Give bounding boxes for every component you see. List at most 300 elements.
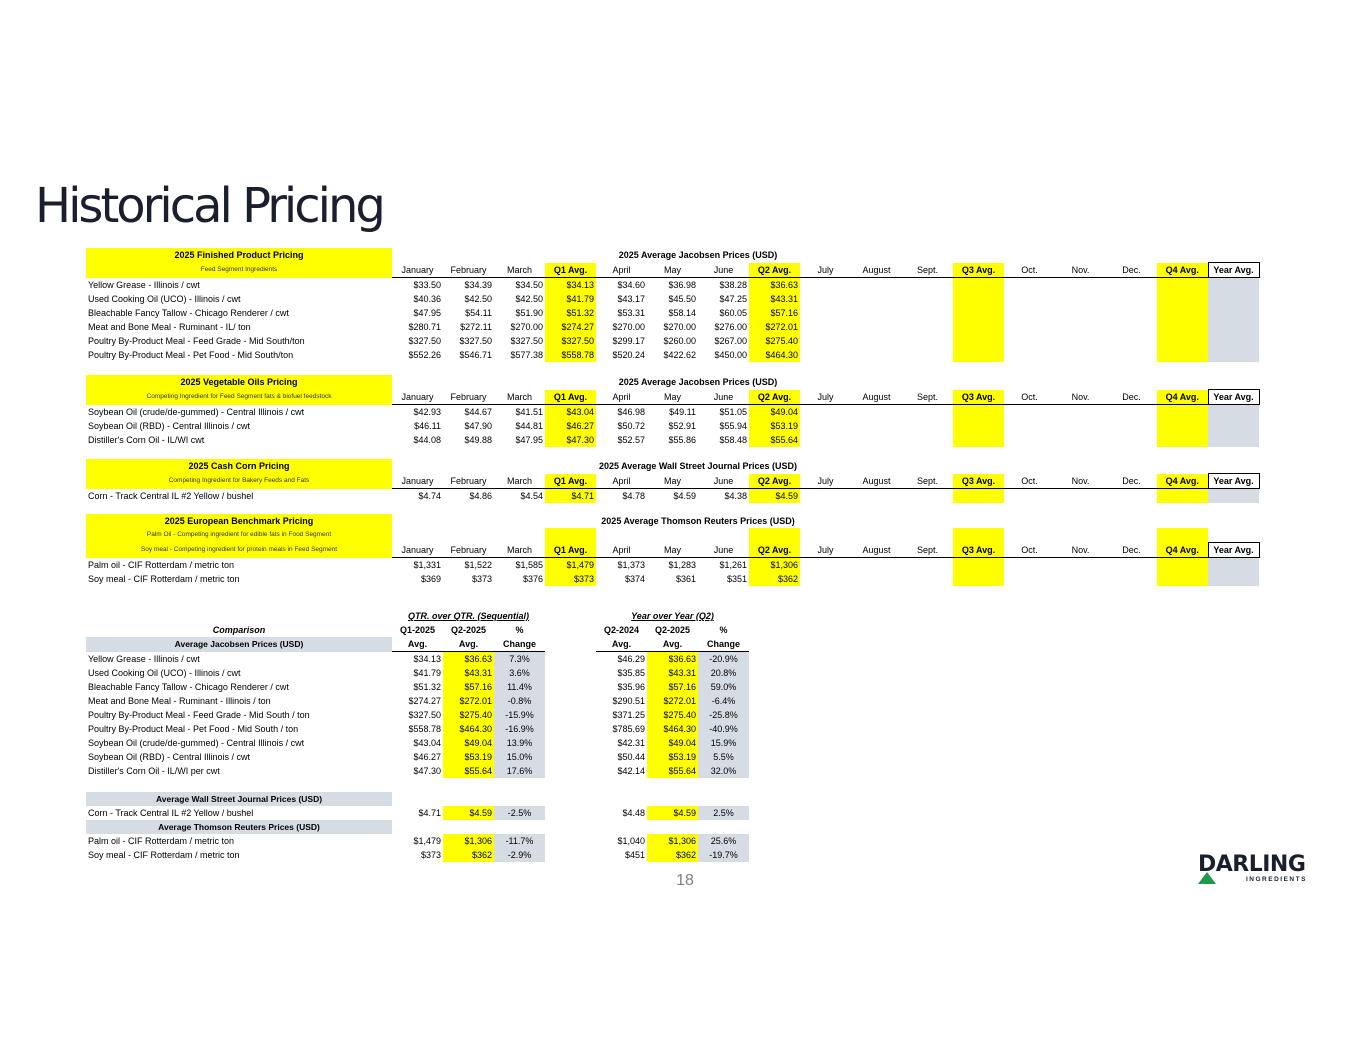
price-cell: $4.59 bbox=[673, 491, 696, 501]
qoq-cell: $57.16 bbox=[443, 680, 494, 694]
empty-cell bbox=[1208, 489, 1259, 504]
empty-cell bbox=[800, 334, 851, 348]
column-header: Q2 Avg. bbox=[749, 263, 800, 278]
column-header: Q1 Avg. bbox=[545, 390, 596, 405]
price-cell: $373 bbox=[471, 574, 492, 584]
price-cell: $49.04 bbox=[749, 405, 800, 420]
yoy-cell: $50.44 bbox=[617, 752, 645, 762]
yoy-cell: 5.5% bbox=[698, 750, 749, 764]
qoq-cell: $4.59 bbox=[443, 806, 494, 820]
empty-cell bbox=[953, 405, 1004, 420]
empty-cell bbox=[1055, 292, 1106, 306]
section-source: 2025 Average Wall Street Journal Prices (USD) bbox=[598, 461, 798, 472]
price-cell: $42.50 bbox=[515, 294, 543, 304]
price-cell: $34.50 bbox=[515, 280, 543, 290]
empty-cell bbox=[1055, 419, 1106, 433]
section-subtitle: Palm Oil - Competing ingredient for edible fats in Food Segment bbox=[86, 528, 392, 543]
table-row bbox=[86, 736, 749, 750]
column-header: Nov. bbox=[1055, 543, 1106, 558]
price-cell: $34.13 bbox=[545, 278, 596, 293]
comparison-title: Comparison bbox=[212, 625, 266, 635]
empty-cell bbox=[902, 558, 953, 573]
yoy-cell: $42.31 bbox=[617, 738, 645, 748]
yoy-cell: 20.8% bbox=[698, 666, 749, 680]
price-cell: $60.05 bbox=[719, 308, 747, 318]
price-cell: $47.25 bbox=[719, 294, 747, 304]
empty-cell bbox=[1106, 306, 1157, 320]
price-cell: $49.11 bbox=[669, 407, 696, 417]
column-header: Year Avg. bbox=[1208, 543, 1259, 558]
price-cell: $280.71 bbox=[408, 322, 441, 332]
yoy-cell: $4.59 bbox=[647, 806, 698, 820]
empty-cell bbox=[1106, 405, 1157, 420]
yoy-cell: $55.64 bbox=[647, 764, 698, 778]
price-cell: $275.40 bbox=[749, 334, 800, 348]
empty-cell bbox=[1208, 306, 1259, 320]
column-header: Q1-2025 bbox=[399, 625, 436, 635]
price-cell: $327.50 bbox=[545, 334, 596, 348]
empty-cell bbox=[1106, 348, 1157, 362]
empty-cell bbox=[1055, 278, 1106, 293]
column-header: Q4 Avg. bbox=[1157, 263, 1208, 278]
row-label: Palm oil - CIF Rotterdam / metric ton bbox=[88, 559, 235, 570]
row-label: Soybean Oil (crude/de-gummed) - Central Illinois / cwt bbox=[88, 738, 305, 748]
column-header: August bbox=[851, 474, 902, 489]
row-label: Palm oil - CIF Rotterdam / metric ton bbox=[88, 836, 235, 846]
price-cell: $1,283 bbox=[668, 560, 696, 570]
column-header: July bbox=[800, 474, 851, 489]
column-header: Oct. bbox=[1004, 390, 1055, 405]
price-cell: $546.71 bbox=[459, 350, 492, 360]
column-header: Oct. bbox=[1004, 474, 1055, 489]
column-header: August bbox=[851, 543, 902, 558]
price-cell: $1,522 bbox=[464, 560, 492, 570]
price-cell: $270.00 bbox=[510, 322, 543, 332]
column-header: Year Avg. bbox=[1208, 474, 1259, 489]
empty-cell bbox=[851, 405, 902, 420]
table-row bbox=[86, 306, 1259, 320]
qoq-cell: $34.13 bbox=[413, 654, 441, 664]
qoq-cell: $373 bbox=[420, 850, 441, 860]
price-cell: $4.71 bbox=[545, 489, 596, 504]
price-cell: $4.38 bbox=[724, 491, 747, 501]
price-cell: $260.00 bbox=[663, 336, 696, 346]
qoq-cell: $55.64 bbox=[443, 764, 494, 778]
empty-cell bbox=[953, 334, 1004, 348]
empty-cell bbox=[1106, 292, 1157, 306]
price-cell: $272.01 bbox=[749, 320, 800, 334]
empty-cell bbox=[1208, 292, 1259, 306]
table-row bbox=[86, 666, 749, 680]
empty-cell bbox=[800, 433, 851, 447]
qoq-cell: $272.01 bbox=[443, 694, 494, 708]
column-header: March bbox=[494, 390, 545, 405]
empty-cell bbox=[953, 572, 1004, 586]
qoq-cell: $51.32 bbox=[413, 682, 441, 692]
empty-cell bbox=[1055, 489, 1106, 504]
price-cell: $49.88 bbox=[464, 435, 492, 445]
table-row bbox=[86, 572, 1259, 586]
column-header: July bbox=[800, 543, 851, 558]
price-cell: $327.50 bbox=[408, 336, 441, 346]
yoy-cell: $464.30 bbox=[647, 722, 698, 736]
qoq-cell: $464.30 bbox=[443, 722, 494, 736]
empty-cell bbox=[1157, 405, 1208, 420]
column-header: Q3 Avg. bbox=[953, 543, 1004, 558]
yoy-cell: $362 bbox=[647, 848, 698, 862]
empty-cell bbox=[902, 572, 953, 586]
price-cell: $34.39 bbox=[464, 280, 492, 290]
empty-cell bbox=[902, 405, 953, 420]
column-header: April bbox=[596, 543, 647, 558]
empty-cell bbox=[1004, 278, 1055, 293]
column-header: Nov. bbox=[1055, 263, 1106, 278]
row-label: Distiller's Corn Oil - IL/WI cwt bbox=[88, 435, 205, 445]
comparison-table bbox=[86, 609, 749, 862]
price-cell: $274.27 bbox=[545, 320, 596, 334]
column-header: May bbox=[647, 390, 698, 405]
price-cell: $55.64 bbox=[749, 433, 800, 447]
price-cell: $42.50 bbox=[464, 294, 492, 304]
row-label: Poultry By-Product Meal - Pet Food - Mid South / ton bbox=[88, 724, 299, 734]
price-cell: $53.19 bbox=[749, 419, 800, 433]
qoq-cell: 15.0% bbox=[494, 750, 545, 764]
price-cell: $51.32 bbox=[545, 306, 596, 320]
empty-cell bbox=[1157, 306, 1208, 320]
empty-cell bbox=[1208, 278, 1259, 293]
price-cell: $47.90 bbox=[464, 421, 492, 431]
row-label: Corn - Track Central IL #2 Yellow / bushel bbox=[88, 490, 254, 501]
column-header: Q2 Avg. bbox=[749, 390, 800, 405]
column-header: March bbox=[494, 543, 545, 558]
qoq-cell: $53.19 bbox=[443, 750, 494, 764]
section-title: 2025 European Benchmark Pricing bbox=[86, 514, 392, 528]
qoq-cell: $1,306 bbox=[443, 834, 494, 848]
column-header: Q3 Avg. bbox=[953, 263, 1004, 278]
price-cell: $55.94 bbox=[719, 421, 747, 431]
column-header: Dec. bbox=[1106, 474, 1157, 489]
qoq-cell: -11.7% bbox=[494, 834, 545, 848]
price-cell: $1,585 bbox=[515, 560, 543, 570]
price-cell: $47.95 bbox=[413, 308, 441, 318]
column-header: Q4 Avg. bbox=[1157, 543, 1208, 558]
price-cell: $4.74 bbox=[418, 491, 441, 501]
empty-cell bbox=[1208, 572, 1259, 586]
empty-cell bbox=[1004, 433, 1055, 447]
empty-cell bbox=[1004, 306, 1055, 320]
empty-cell bbox=[800, 558, 851, 573]
yoy-cell: $46.29 bbox=[617, 654, 645, 664]
row-label: Yellow Grease - Illinois / cwt bbox=[88, 653, 200, 664]
empty-cell bbox=[953, 558, 1004, 573]
empty-cell bbox=[1157, 278, 1208, 293]
logo-subtitle: INGREDIENTS bbox=[1246, 876, 1307, 883]
qoq-cell: $1,479 bbox=[413, 836, 441, 846]
qoq-cell: $274.27 bbox=[408, 696, 441, 706]
column-subheader: Change bbox=[494, 637, 545, 652]
empty-cell bbox=[902, 489, 953, 504]
column-header: Q3 Avg. bbox=[953, 474, 1004, 489]
empty-cell bbox=[851, 320, 902, 334]
table-row bbox=[86, 405, 1259, 420]
yoy-cell: $53.19 bbox=[647, 750, 698, 764]
qoq-cell: $43.31 bbox=[443, 666, 494, 680]
price-cell: $558.78 bbox=[545, 348, 596, 362]
qoq-cell: 3.6% bbox=[494, 666, 545, 680]
price-cell: $47.95 bbox=[515, 435, 543, 445]
qoq-cell: -16.9% bbox=[494, 722, 545, 736]
price-cell: $520.24 bbox=[612, 350, 645, 360]
yoy-cell: 15.9% bbox=[698, 736, 749, 750]
empty-cell bbox=[902, 433, 953, 447]
qoq-cell: $49.04 bbox=[443, 736, 494, 750]
pricing-table bbox=[86, 514, 1260, 586]
column-header: Year Avg. bbox=[1208, 390, 1259, 405]
yoy-cell: $43.31 bbox=[647, 666, 698, 680]
column-header: Year Avg. bbox=[1208, 263, 1259, 278]
row-label: Soybean Oil (crude/de-gummed) - Central Illinois / cwt bbox=[88, 406, 305, 417]
column-header: Oct. bbox=[1004, 543, 1055, 558]
table-row bbox=[86, 722, 749, 736]
column-header: Nov. bbox=[1055, 474, 1106, 489]
yoy-cell: $57.16 bbox=[647, 680, 698, 694]
empty-cell bbox=[1055, 306, 1106, 320]
price-cell: $276.00 bbox=[714, 322, 747, 332]
empty-cell bbox=[851, 334, 902, 348]
row-label: Meat and Bone Meal - Ruminant - Illinois / ton bbox=[88, 696, 271, 706]
price-cell: $4.59 bbox=[749, 489, 800, 504]
qoq-cell: -2.5% bbox=[494, 806, 545, 820]
price-cell: $52.57 bbox=[617, 435, 645, 445]
empty-cell bbox=[1004, 558, 1055, 573]
empty-cell bbox=[1208, 433, 1259, 447]
empty-cell bbox=[1055, 558, 1106, 573]
row-label: Corn - Track Central IL #2 Yellow / bushel bbox=[88, 808, 254, 818]
column-header: June bbox=[698, 390, 749, 405]
price-cell: $267.00 bbox=[714, 336, 747, 346]
empty-cell bbox=[800, 306, 851, 320]
column-header: Sept. bbox=[902, 390, 953, 405]
column-header: February bbox=[443, 543, 494, 558]
table-row bbox=[86, 834, 749, 848]
yoy-cell: $1,306 bbox=[647, 834, 698, 848]
price-cell: $369 bbox=[420, 574, 441, 584]
price-cell: $1,261 bbox=[719, 560, 747, 570]
empty-cell bbox=[851, 278, 902, 293]
column-header: May bbox=[647, 474, 698, 489]
column-header: January bbox=[392, 390, 443, 405]
price-cell: $58.48 bbox=[719, 435, 747, 445]
empty-cell bbox=[1004, 489, 1055, 504]
price-cell: $351 bbox=[726, 574, 747, 584]
column-header: % bbox=[719, 625, 728, 635]
section-title: 2025 Cash Corn Pricing bbox=[86, 459, 392, 474]
qoq-cell: 7.3% bbox=[494, 652, 545, 667]
price-cell: $4.86 bbox=[469, 491, 492, 501]
column-header: March bbox=[494, 474, 545, 489]
price-cell: $577.38 bbox=[510, 350, 543, 360]
empty-cell bbox=[1157, 572, 1208, 586]
empty-cell bbox=[800, 320, 851, 334]
empty-cell bbox=[1004, 348, 1055, 362]
price-cell: $270.00 bbox=[663, 322, 696, 332]
table-row bbox=[86, 708, 749, 722]
empty-cell bbox=[902, 320, 953, 334]
empty-cell bbox=[953, 433, 1004, 447]
pricing-table bbox=[86, 248, 1260, 362]
empty-cell bbox=[1106, 334, 1157, 348]
yoy-cell: $4.48 bbox=[622, 808, 645, 818]
yoy-cell: -40.9% bbox=[698, 722, 749, 736]
qoq-cell: $327.50 bbox=[408, 710, 441, 720]
empty-cell bbox=[1208, 334, 1259, 348]
group-header: Average Wall Street Journal Prices (USD) bbox=[86, 792, 392, 806]
section-subtitle: Competing Ingredient for Bakery Feeds and Fats bbox=[86, 474, 392, 489]
empty-cell bbox=[851, 419, 902, 433]
logo-word: DARLING bbox=[1198, 852, 1306, 877]
column-header: June bbox=[698, 543, 749, 558]
column-header: January bbox=[392, 543, 443, 558]
price-cell: $4.54 bbox=[520, 491, 543, 501]
empty-cell bbox=[1106, 558, 1157, 573]
section-subtitle: Feed Segment Ingredients bbox=[86, 263, 392, 278]
section-subtitle: Soy meal - Competing ingredient for protein meals in Feed Segment bbox=[86, 543, 392, 558]
table-row bbox=[86, 694, 749, 708]
row-label: Soybean Oil (RBD) - Central Illinois / cwt bbox=[88, 421, 251, 431]
empty-cell bbox=[800, 292, 851, 306]
price-cell: $58.14 bbox=[668, 308, 696, 318]
price-cell: $1,306 bbox=[749, 558, 800, 573]
row-label: Poultry By-Product Meal - Feed Grade - Mid South/ton bbox=[88, 336, 305, 346]
darling-logo bbox=[1198, 852, 1310, 886]
price-cell: $4.78 bbox=[622, 491, 645, 501]
table-row bbox=[86, 292, 1259, 306]
table-row bbox=[86, 489, 1259, 504]
column-header: February bbox=[443, 390, 494, 405]
price-cell: $1,373 bbox=[617, 560, 645, 570]
column-subheader: Avg. bbox=[392, 637, 443, 652]
yoy-cell: $290.51 bbox=[612, 696, 645, 706]
empty-cell bbox=[1157, 292, 1208, 306]
empty-cell bbox=[1106, 419, 1157, 433]
empty-cell bbox=[1106, 433, 1157, 447]
empty-cell bbox=[1004, 419, 1055, 433]
price-cell: $552.26 bbox=[408, 350, 441, 360]
empty-cell bbox=[953, 489, 1004, 504]
empty-cell bbox=[851, 306, 902, 320]
yoy-title: Year over Year (Q2) bbox=[631, 611, 714, 621]
table-row bbox=[86, 848, 749, 862]
empty-cell bbox=[902, 419, 953, 433]
empty-cell bbox=[902, 348, 953, 362]
empty-cell bbox=[1208, 320, 1259, 334]
empty-cell bbox=[1055, 572, 1106, 586]
column-header: Q4 Avg. bbox=[1157, 390, 1208, 405]
price-cell: $362 bbox=[749, 572, 800, 586]
column-header: February bbox=[443, 263, 494, 278]
yoy-cell: 59.0% bbox=[698, 680, 749, 694]
section-title: 2025 Vegetable Oils Pricing bbox=[86, 375, 392, 390]
price-cell: $57.16 bbox=[749, 306, 800, 320]
row-label: Bleachable Fancy Tallow - Chicago Renderer / cwt bbox=[88, 682, 289, 692]
column-header: June bbox=[698, 263, 749, 278]
price-cell: $44.81 bbox=[515, 421, 543, 431]
column-header: July bbox=[800, 390, 851, 405]
section-source: 2025 Average Jacobsen Prices (USD) bbox=[618, 250, 778, 261]
column-header: Q1 Avg. bbox=[545, 474, 596, 489]
column-header: January bbox=[392, 263, 443, 278]
column-header: Q2-2025 bbox=[450, 625, 487, 635]
column-header: Nov. bbox=[1055, 390, 1106, 405]
empty-cell bbox=[1208, 419, 1259, 433]
qoq-cell: 11.4% bbox=[494, 680, 545, 694]
column-header: July bbox=[800, 263, 851, 278]
price-cell: $51.90 bbox=[515, 308, 543, 318]
empty-cell bbox=[1157, 320, 1208, 334]
price-cell: $46.98 bbox=[617, 407, 645, 417]
yoy-cell: $785.69 bbox=[612, 724, 645, 734]
empty-cell bbox=[800, 405, 851, 420]
price-cell: $41.79 bbox=[545, 292, 596, 306]
group-header: Average Thomson Reuters Prices (USD) bbox=[86, 820, 392, 834]
table-row bbox=[86, 278, 1259, 293]
column-header: Q1 Avg. bbox=[545, 263, 596, 278]
price-cell: $40.36 bbox=[413, 294, 441, 304]
price-cell: $46.11 bbox=[414, 421, 441, 431]
price-cell: $50.72 bbox=[617, 421, 645, 431]
row-label: Used Cooking Oil (UCO) - Illinois / cwt bbox=[88, 294, 241, 304]
price-cell: $44.08 bbox=[413, 435, 441, 445]
empty-cell bbox=[1208, 558, 1259, 573]
table-row bbox=[86, 806, 749, 820]
price-cell: $44.67 bbox=[464, 407, 492, 417]
pricing-table bbox=[86, 459, 1260, 503]
empty-cell bbox=[1157, 334, 1208, 348]
column-header: April bbox=[596, 263, 647, 278]
row-label: Meat and Bone Meal - Ruminant - IL/ ton bbox=[88, 322, 251, 332]
price-cell: $55.86 bbox=[668, 435, 696, 445]
price-cell: $43.04 bbox=[545, 405, 596, 420]
empty-cell bbox=[1157, 348, 1208, 362]
empty-cell bbox=[1055, 334, 1106, 348]
price-cell: $45.50 bbox=[668, 294, 696, 304]
empty-cell bbox=[851, 433, 902, 447]
row-label: Bleachable Fancy Tallow - Chicago Renderer / cwt bbox=[88, 308, 289, 318]
empty-cell bbox=[800, 572, 851, 586]
empty-cell bbox=[1208, 405, 1259, 420]
empty-cell bbox=[902, 306, 953, 320]
qoq-title: QTR. over QTR. (Sequential) bbox=[407, 611, 529, 621]
yoy-cell: $35.96 bbox=[617, 682, 645, 692]
qoq-cell: 17.6% bbox=[494, 764, 545, 778]
table-row bbox=[86, 320, 1259, 334]
empty-cell bbox=[800, 489, 851, 504]
column-header: January bbox=[392, 474, 443, 489]
column-header: August bbox=[851, 263, 902, 278]
empty-cell bbox=[1055, 348, 1106, 362]
qoq-cell: 13.9% bbox=[494, 736, 545, 750]
column-header: Sept. bbox=[902, 543, 953, 558]
price-cell: $43.17 bbox=[617, 294, 645, 304]
column-subheader: Avg. bbox=[443, 637, 494, 652]
qoq-cell: $36.63 bbox=[443, 652, 494, 667]
price-cell: $47.30 bbox=[545, 433, 596, 447]
yoy-cell: $371.25 bbox=[612, 710, 645, 720]
empty-cell bbox=[902, 278, 953, 293]
yoy-cell: 25.6% bbox=[698, 834, 749, 848]
price-cell: $52.91 bbox=[668, 421, 696, 431]
column-header: % bbox=[515, 625, 524, 635]
